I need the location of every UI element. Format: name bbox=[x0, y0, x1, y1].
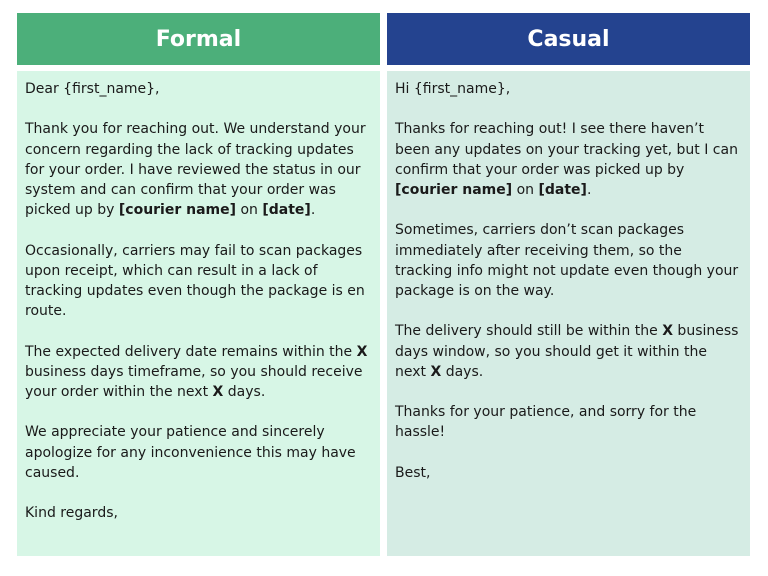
formal-greeting: Dear {first_name}, bbox=[25, 81, 160, 97]
casual-p3-c: days. bbox=[441, 363, 484, 380]
formal-paragraph-3 bbox=[25, 342, 372, 403]
formal-courier-placeholder: [courier name] bbox=[118, 202, 237, 219]
casual-x-placeholder-1: X bbox=[662, 323, 673, 340]
formal-date-placeholder: [date] bbox=[262, 202, 311, 219]
formal-x-placeholder-1: X bbox=[356, 343, 368, 360]
casual-p1-on: on bbox=[512, 182, 539, 198]
formal-header-label: Formal bbox=[155, 26, 242, 52]
formal-column-header bbox=[17, 13, 380, 65]
formal-paragraph-1 bbox=[25, 119, 372, 220]
formal-p1-end: . bbox=[310, 202, 316, 219]
formal-paragraph-2: Occasionally, carriers may fail to scan packages upon receipt, which can result in a lack of tracking updates even though the package is en route. bbox=[25, 242, 365, 320]
casual-x-placeholder-2: X bbox=[430, 363, 442, 380]
casual-header-label: Casual bbox=[527, 26, 610, 52]
casual-greeting: Hi {first_name}, bbox=[395, 81, 511, 97]
casual-p3-a: The delivery should still be within the bbox=[395, 323, 663, 340]
casual-paragraph-4: Thanks for your patience, and sorry for the hassle! bbox=[395, 404, 697, 441]
formal-p1-on: on bbox=[236, 202, 263, 219]
casual-p3-b: business days window, so you should get it within the next bbox=[395, 323, 739, 380]
formal-p3-c: days. bbox=[223, 384, 266, 400]
casual-signoff: Best, bbox=[395, 464, 431, 481]
casual-date-placeholder: [date] bbox=[538, 182, 587, 198]
casual-paragraph-1 bbox=[395, 119, 742, 200]
casual-p1-text: Thanks for reaching out! I see there haven’t been any updates on your tracking yet, but I can confirm that your order was picked up by bbox=[395, 121, 738, 178]
casual-paragraph-2: Sometimes, carriers don’t scan packages immediately after receiving them, so the tracking info might not update even though your package is on the way. bbox=[395, 222, 739, 299]
casual-p1-end: . bbox=[586, 182, 592, 198]
casual-column-header bbox=[387, 13, 750, 65]
formal-p3-a: The expected delivery date remains within the bbox=[25, 343, 357, 360]
casual-courier-placeholder: [courier name] bbox=[395, 182, 513, 198]
formal-x-placeholder-2: X bbox=[212, 384, 224, 400]
formal-email-template bbox=[17, 71, 380, 556]
formal-p3-b: business days timeframe, so you should receive your order within the next bbox=[25, 363, 363, 400]
formal-p1-text: Thank you for reaching out. We understand your concern regarding the lack of tracking updates for your order. I have reviewed the status in our system and can confirm that your order was picked up by bbox=[25, 121, 366, 219]
formal-signoff: Kind regards, bbox=[25, 505, 118, 522]
formal-paragraph-4: We appreciate your patience and sincerely apologize for any inconvenience this may have caused. bbox=[25, 424, 356, 481]
casual-email-template bbox=[387, 71, 750, 556]
casual-paragraph-3 bbox=[395, 321, 742, 382]
